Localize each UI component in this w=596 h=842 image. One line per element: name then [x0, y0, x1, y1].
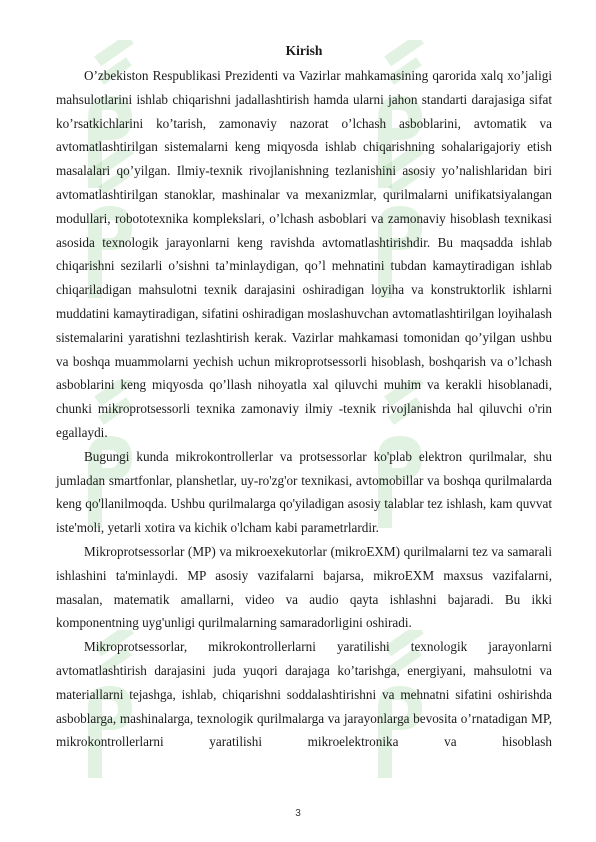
- paragraph: Mikroprotsessorlar (MP) va mikroexekutorlar (mikroEXM) qurilmalarni tez va samarali ishlashini ta'minlaydi. MP asosiy vazifalarni bajarsa, mikroEXM maxsus vazifalarni, masalan, matematik amallarni, video va audio qayta ishlashni bajaradi. Bu ikki komponentning uyg'unligi qurilmalarning samaradorligini oshiradi.: [56, 543, 552, 631]
- paragraph: O’zbekiston Respublikasi Prezidenti va Vazirlar mahkamasining qarorida xalq xo’jaligi mahsulotlarini ishlab chiqarishni jadallashtirish hamda ularni jahon standarti darajasiga sifat ko’rsatkichlarini ko’tarish, zamonaviy nazorat o’lchash asboblarini, avtomatik va avtomatlashtirilgan sistemalarni keng miqyosda ishlab chiqarishning sohalarigajoriy etish masalalari qo’yilgan. Ilmiy-texnik rivojlanishning tezlanishini asosiy yo’nalishlaridan biri avtomatlashtirilgan stanoklar, mashinalar va mexanizmlar, qurilmalarni unifikatsiyalangan modullari, robototexnika komplekslari, o’lchash asboblari va zamonaviy hisoblash texnikasi asosida texnologik jarayonlarni keng ravishda avtomatlashtirishdir. Bu maqsadda ishlab chiqarishni sezilarli o’sishni ta’minlaydigan, qo’l mehnatini tubdan kamaytiradigan ishlab chiqariladigan mahsulotni texnik darajasini oshiradigan loyiha va konstruktorlik ishlarni muddatini kamaytiradigan, sifatini oshiradigan moslashuvchan avtomatlashtirilgan loyihalash sistemalarini yaratishni tezlashtirish kerak. Vazirlar mahkamasi tomonidan qo’yilgan ushbu va boshqa muammolarni yechish uchun mikroprotsessorli hisoblash, boshqarish va o’lchash asboblarini keng miqyosda qo’llash nihoyatla xal qiluvchi muhim va kerakli hisoblanadi, chunki mikroprotsessorli texnika zamonaviy ilmiy -texnik rivojlanishda hal qiluvchi o'rin egallaydi.: [56, 68, 552, 440]
- page-number: 3: [295, 808, 301, 819]
- section-title: Kirish: [285, 43, 323, 58]
- document-body: [56, 40, 552, 754]
- paragraph: Bugungi kunda mikrokontrollerlar va protsessorlar ko'plab elektron qurilmalar, shu jumladan smartfonlar, planshetlar, uy-ro'zg'or texnikasi, avtomobillar va boshqa qurilmalarda keng qo'llanilmoqda. Ushbu qurilmalarga qo'yiladigan asosiy talablar tez ishlash, kam quvvat iste'moli, yetarli xotira va kichik o'lcham kabi parametrlardir.: [56, 448, 552, 536]
- paragraph: Mikroprotsessorlar, mikrokontrollerlarni yaratilishi texnologik jarayonlarni avtomatlashtirish darajasini juda yuqori darajaga ko’tarishga, energiyani, mahsulotni va materiallarni tejashga, ishlab, chiqarishni soddalashtirishni va mehnatni sifatini oshirishda asboblarga, mashinalarga, texnologik qurilmalarga va jarayonlarga bevosita o’rnatadigan MP, mikrokontrollerlarni yaratilishi mikroelektronika va hisoblash: [56, 639, 552, 750]
